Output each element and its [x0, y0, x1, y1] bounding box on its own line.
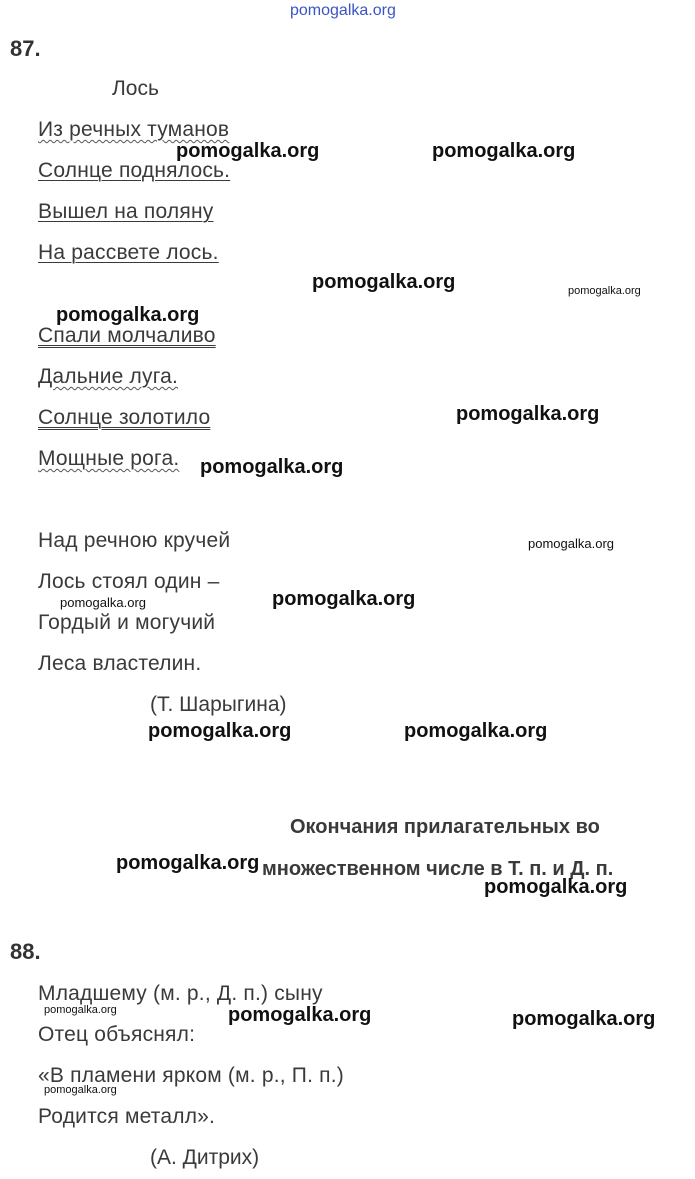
watermark: pomogalka.org — [200, 456, 344, 478]
poem-line-11: Гордый и могучий — [38, 611, 216, 634]
poem-line-9: Над речною кручей — [38, 529, 231, 552]
watermark: pomogalka.org — [272, 588, 416, 610]
section-heading-line1: Окончания прилагательных во — [290, 816, 600, 838]
watermark: pomogalka.org — [116, 852, 260, 874]
watermark: pomogalka.org — [44, 1084, 117, 1096]
ex88-line-2: Отец объяснял: — [38, 1023, 196, 1046]
watermark: pomogalka.org — [148, 720, 292, 742]
ex88-line-4: Родится металл». — [38, 1105, 216, 1128]
watermark-top: pomogalka.org — [290, 2, 396, 19]
watermark: pomogalka.org — [44, 1004, 117, 1016]
watermark: pomogalka.org — [456, 403, 600, 425]
poem-line-2: Солнце поднялось. — [38, 159, 231, 182]
watermark: pomogalka.org — [404, 720, 548, 742]
watermark: pomogalka.org — [312, 271, 456, 293]
section-heading-line2: множественном числе в Т. п. и Д. п. — [262, 858, 614, 880]
poem-line-12: Леса властелин. — [38, 652, 202, 675]
poem-line-1: Из речных туманов — [38, 118, 230, 141]
watermark: pomogalka.org — [228, 1004, 372, 1026]
watermark: pomogalka.org — [60, 595, 146, 610]
watermark: pomogalka.org — [56, 304, 200, 326]
poem-line-7: Солнце золотило — [38, 406, 211, 429]
watermark: pomogalka.org — [512, 1008, 656, 1030]
poem-line-5: Спали молчаливо — [38, 324, 216, 347]
ex88-line-1: Младшему (м. р., Д. п.) сыну — [38, 982, 323, 1005]
watermark: pomogalka.org — [528, 536, 614, 551]
poem-author: (Т. Шарыгина) — [150, 693, 287, 716]
poem-line-10: Лось стоял один – — [38, 570, 220, 593]
poem-title: Лось — [112, 77, 159, 100]
watermark: pomogalka.org — [484, 876, 628, 898]
ex88-author: (А. Дитрих) — [150, 1146, 260, 1169]
poem-line-4: На рассвете лось. — [38, 241, 219, 264]
exercise-87-number: 87. — [10, 36, 41, 61]
poem-line-6: Дальние луга. — [38, 365, 179, 388]
watermark: pomogalka.org — [432, 140, 576, 162]
watermark: pomogalka.org — [176, 140, 320, 162]
watermark: pomogalka.org — [568, 285, 641, 297]
poem-line-3: Вышел на поляну — [38, 200, 214, 223]
ex88-line-3: «В пламени ярком (м. р., П. п.) — [38, 1064, 344, 1087]
exercise-88-number: 88. — [10, 939, 41, 964]
poem-line-8: Мощные рога. — [38, 447, 180, 470]
